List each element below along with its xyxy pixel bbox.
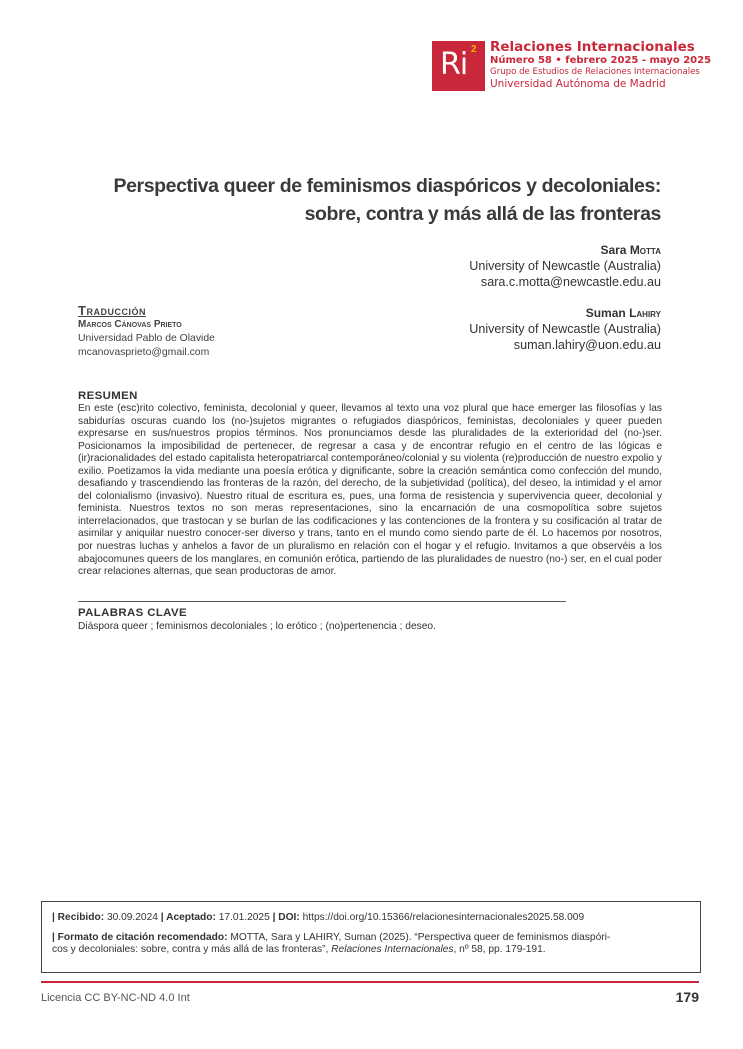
translation-credit bbox=[78, 304, 215, 360]
citation-text-a: MOTTA, Sara y LAHIRY, Suman (2025). “Perspectiva queer de feminismos diaspóri- bbox=[230, 931, 611, 943]
page-number: 179 bbox=[675, 989, 699, 1005]
logo-superscript: 2 bbox=[471, 44, 477, 55]
accepted-date: 17.01.2025 bbox=[218, 912, 270, 923]
abstract-text: En este (esc)rito colectivo, feminista, decolonial y queer, llevamos al texto una voz plural que hace emerger las filosofías y las sabidurías oscuras cuando los (no-)sujetos migrantes o refugiados diaspóricos, feministas, decoloniales y queer pueden expresarse en sus/nuestros propios términos. Nos pronunciamos desde las pluralidades de la exterioridad del (no-)ser. Posicionamos la imposibilidad de pertenecer, de regresar a casa y de encontrar refugio en el centro de las lógicas e (ir)racionalidades del estado capitalista heteropatriarcal contemporáneo/colonial y su violenta (re)producción de nuestro expolio y exilio. Poetizamos la vida mediante una poesía erótica y dignificante, sobre la creación semántica como confección del mundo, desafiando y trascendiendo las fronteras de la razón, del derecho, de la subjetividad (política), del deseo, la intimidad y el amor del colonialismo (invasivo). Nuestro ritual de escritura es, pues, una forma de resistencia y supervivencia queer, decolonial y feminista. Nuestros textos no son meras representaciones, sino la encarnación de una cosmopolítica sobre sujetos interrelacionados, que trastocan y se burlan de las codificaciones y las contenciones de la frontera y su cosificación al tratar de asimilar y aniquilar nuestro conocer-ser diverso y trans, tanto en el mundo como siendo parte de él. Lo hacemos por nosotros, por nuestras luchas y anhelos a favor de un pluralismo en relación con el hogar y el refugio. Invitamos a que observéis a los abajocomunes queers de los manglares, en comunión erótica, partiendo de las pluralidades de nuestro (no-) ser, en el cual poder crear relaciones alternas, que sean productoras de amor. bbox=[78, 403, 662, 578]
author-last-name: Motta bbox=[629, 243, 661, 257]
translation-heading: Traducción bbox=[78, 303, 146, 318]
accepted-label: | Aceptado: bbox=[160, 912, 216, 923]
received-label: | Recibido: bbox=[52, 912, 105, 923]
keywords-text: Diáspora queer ; feminismos decoloniales ; lo erótico ; (no)pertenencia ; deseo. bbox=[78, 621, 436, 632]
abstract-section bbox=[78, 389, 662, 579]
author-last-name: Lahiry bbox=[629, 306, 661, 320]
license-text: Licencia CC BY-NC-ND 4.0 Int bbox=[41, 992, 190, 1004]
author-first-name: Sara bbox=[600, 243, 627, 257]
author-email[interactable]: sara.c.motta@newcastle.edu.au bbox=[480, 275, 661, 289]
author-email[interactable]: suman.lahiry@uon.edu.au bbox=[513, 338, 661, 352]
journal-name: Relaciones Internacionales bbox=[490, 39, 695, 55]
received-date: 30.09.2024 bbox=[106, 912, 158, 923]
journal-info bbox=[490, 39, 711, 91]
dates-line bbox=[52, 912, 692, 925]
citation-format bbox=[52, 932, 692, 957]
citation-text-b: cos y decoloniales: sobre, contra y más allá de las fronteras”, bbox=[52, 944, 329, 956]
author-affiliation: University of Newcastle (Australia) bbox=[469, 259, 661, 273]
journal-logo bbox=[432, 41, 485, 91]
doi-label: | DOI: bbox=[272, 912, 300, 923]
translator-affiliation: Universidad Pablo de Olavide bbox=[78, 333, 215, 344]
logo-letters: Ri bbox=[440, 47, 468, 82]
author-name bbox=[469, 305, 661, 321]
footer-rule bbox=[41, 981, 699, 983]
author-first-name: Suman bbox=[585, 306, 626, 320]
journal-university: Universidad Autónoma de Madrid bbox=[490, 78, 666, 90]
article-title bbox=[113, 172, 661, 228]
journal-issue: Número 58 • febrero 2025 - mayo 2025 bbox=[490, 55, 712, 66]
author-name bbox=[469, 242, 661, 258]
author-2 bbox=[469, 305, 661, 353]
keywords-heading: PALABRAS CLAVE bbox=[78, 607, 187, 619]
title-line-2: sobre, contra y más allá de las fronteras bbox=[304, 203, 661, 225]
abstract-heading: RESUMEN bbox=[78, 390, 138, 402]
authors bbox=[469, 242, 661, 368]
citation-text-c: , nº 58, pp. 179-191. bbox=[453, 944, 546, 956]
title-line-1: Perspectiva queer de feminismos diaspóricos y decoloniales: bbox=[113, 175, 661, 197]
translator-name: Marcos Cánovas Prieto bbox=[78, 319, 182, 330]
citation-box bbox=[41, 901, 701, 973]
author-affiliation: University of Newcastle (Australia) bbox=[469, 322, 661, 336]
citation-format-label: | Formato de citación recomendado: bbox=[52, 931, 228, 943]
keywords-section bbox=[78, 606, 662, 633]
translator-email[interactable]: mcanovasprieto@gmail.com bbox=[78, 347, 210, 358]
citation-journal: Relaciones Internacionales bbox=[331, 944, 454, 956]
keywords-divider bbox=[78, 601, 566, 602]
author-1 bbox=[469, 242, 661, 290]
journal-group: Grupo de Estudios de Relaciones Internacionales bbox=[490, 67, 700, 77]
doi-link[interactable]: https://doi.org/10.15366/relacionesinternacionales2025.58.009 bbox=[302, 912, 585, 923]
